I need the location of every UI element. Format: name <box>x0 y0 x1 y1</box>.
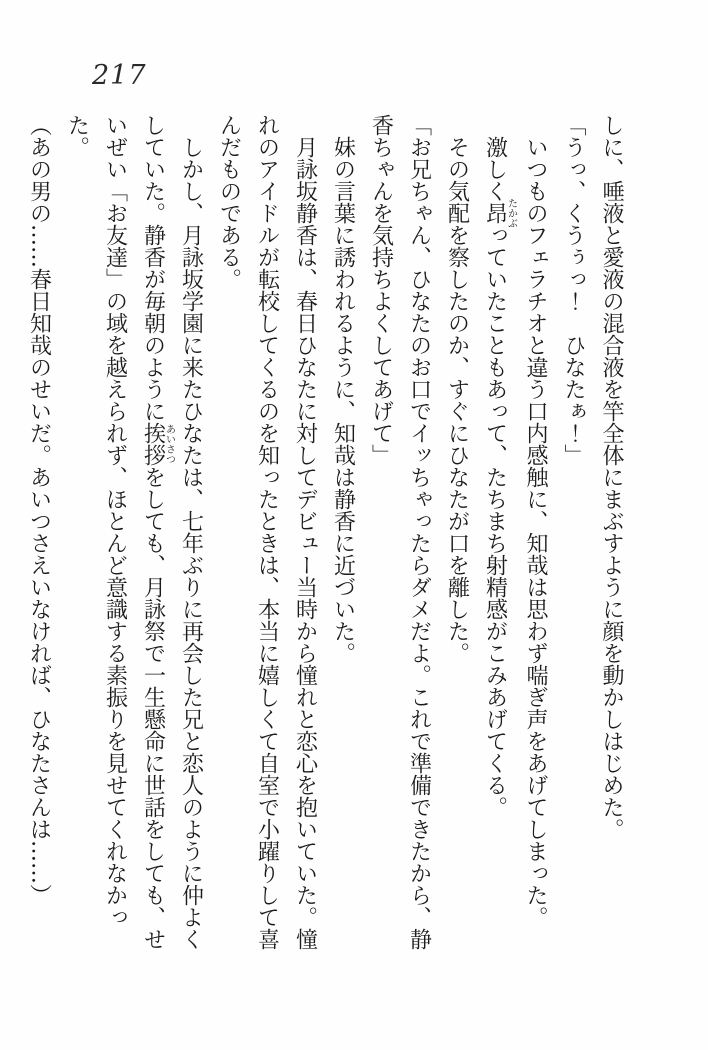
paragraph: （あの男の……春日知哉のせいだ。あいつさえいなければ、ひなたさんは……） <box>26 114 52 906</box>
paragraph: しに、唾液と愛液の混合液を竿全体にまぶすように顔を動かしはじめた。 <box>599 114 624 840</box>
paragraph: 激しく昂たかぶっていたこともあって、たちまち射精感がこみあげてくる。 <box>482 136 517 818</box>
paragraph: その気配を察したのか、すぐにひなたが口を離した。 <box>444 136 470 664</box>
page-number: 217 <box>92 60 147 91</box>
vertical-text-block <box>20 114 631 954</box>
paragraph: しかし、月詠坂学園に来たひなたは、七年ぶりに再会した兄と恋人のように仲よくしていた。静香が毎朝のように挨拶あいさつをしても、月詠祭で一生懸命に世話をしても、せいぜい「お友達」の域を越えられず、ほとんど意識する素振りを見せてくれなかった。 <box>64 114 204 950</box>
furigana-ruby: 昂たかぶ <box>482 198 517 228</box>
paragraph: 「うっ、くうぅっ！ ひなたぁ！」 <box>561 114 586 466</box>
paragraph: 「お兄ちゃん、ひなたのお口でイッちゃったらダメだよ。これで準備できたから、静香ちゃんを気持ちよくしてあげて」 <box>368 114 432 950</box>
furigana-ruby: 挨拶あいさつ <box>140 422 175 466</box>
paragraph: 妹の言葉に誘われるように、知哉は静香に近づいた。 <box>330 136 356 664</box>
paragraph: いつものフェラチオと違う口内感触に、知哉は思わず喘ぎ声をあげてしまった。 <box>523 136 548 928</box>
paragraph: 月詠坂静香は、春日ひなたに対してデビュー当時から憧れと恋心を抱いていた。憧れのアイドルが転校してくるのを知ったときは、本当に嬉しくて自室で小躍りして喜んだものである。 <box>216 114 318 950</box>
